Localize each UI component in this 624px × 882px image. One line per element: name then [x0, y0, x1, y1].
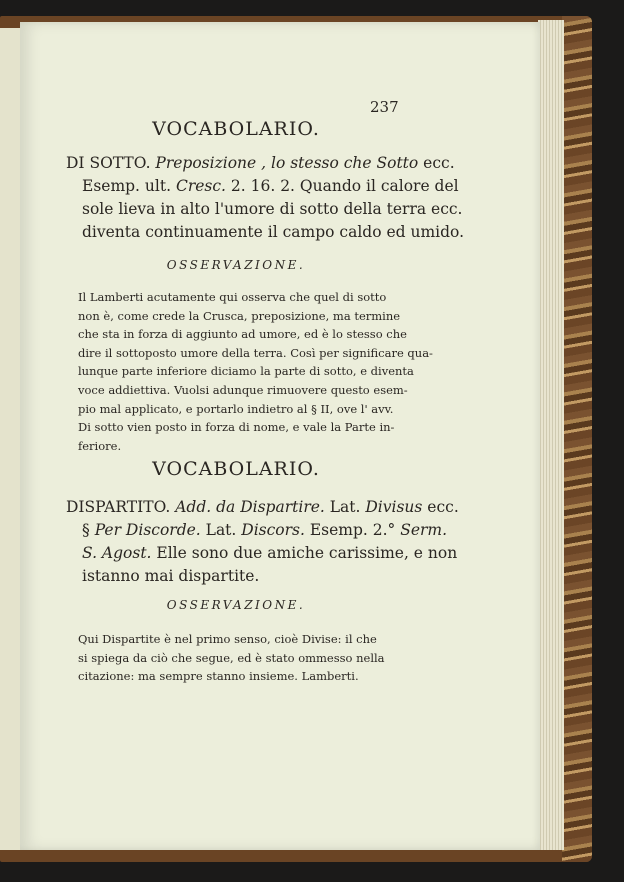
entry-line: § Per Discorde. Lat. Discors. Esemp. 2.° Serm. [82, 521, 448, 539]
observation-line: citazione: ma sempre stanno insieme. Lamberti. [78, 669, 359, 684]
entry-line: DI SOTTO. Preposizione , lo stesso che Sotto ecc. [66, 154, 455, 172]
observation-heading-1: OSSERVAZIONE. [166, 258, 306, 272]
page-number: 237 [370, 98, 399, 116]
entry-line: istanno mai dispartite. [82, 567, 260, 585]
observation-line: Il Lamberti acutamente qui osserva che quel di sotto [78, 290, 387, 304]
observation-line: si spiega da ciò che segue, ed è stato ommesso nella [78, 650, 385, 665]
entry-line: Esemp. ult. Cresc. 2. 16. 2. Quando il calore del [82, 177, 459, 195]
entry-di-sotto [66, 152, 466, 244]
observation-text-2 [78, 630, 458, 686]
observation-line: che sta in forza di aggiunto ad umore, ed è lo stesso che [78, 327, 407, 342]
observation-line: pio mal applicato, e portarlo indietro al § II, ove l' avv. [78, 401, 394, 416]
left-page-sliver [0, 28, 21, 850]
observation-line: Qui Dispartite è nel primo senso, cioè Divise: il che [78, 632, 377, 646]
observation-line: Di sotto vien posto in forza di nome, e vale la Parte in- [78, 420, 395, 435]
entry-line: sole lieva in alto l'umore di sotto della terra ecc. [82, 200, 463, 218]
observation-line: lunque parte inferiore diciamo la parte di sotto, e diventa [78, 364, 414, 379]
section-heading-1: VOCABOLARIO. [152, 118, 320, 140]
entry-line: DISPARTITO. Add. da Dispartire. Lat. Divisus ecc. [66, 498, 459, 516]
observation-line: feriore. [78, 438, 122, 453]
observation-line: dire il sottoposto umore della terra. Così per significare qua- [78, 345, 433, 360]
book-page [20, 22, 540, 850]
observation-heading-2: OSSERVAZIONE. [166, 598, 306, 612]
entry-line: S. Agost. Elle sono due amiche carissime, e non [82, 544, 458, 562]
entry-line: diventa continuamente il campo caldo ed umido. [82, 223, 465, 241]
section-heading-2: VOCABOLARIO. [152, 458, 320, 480]
entry-dispartito [66, 496, 466, 588]
observation-line: non è, come crede la Crusca, preposizione, ma termine [78, 308, 401, 323]
observation-line: voce addiettiva. Vuolsi adunque rimuovere questo esem- [78, 382, 408, 397]
observation-text-1 [78, 288, 458, 455]
page-edges [538, 20, 564, 850]
marbled-edge [562, 16, 592, 862]
